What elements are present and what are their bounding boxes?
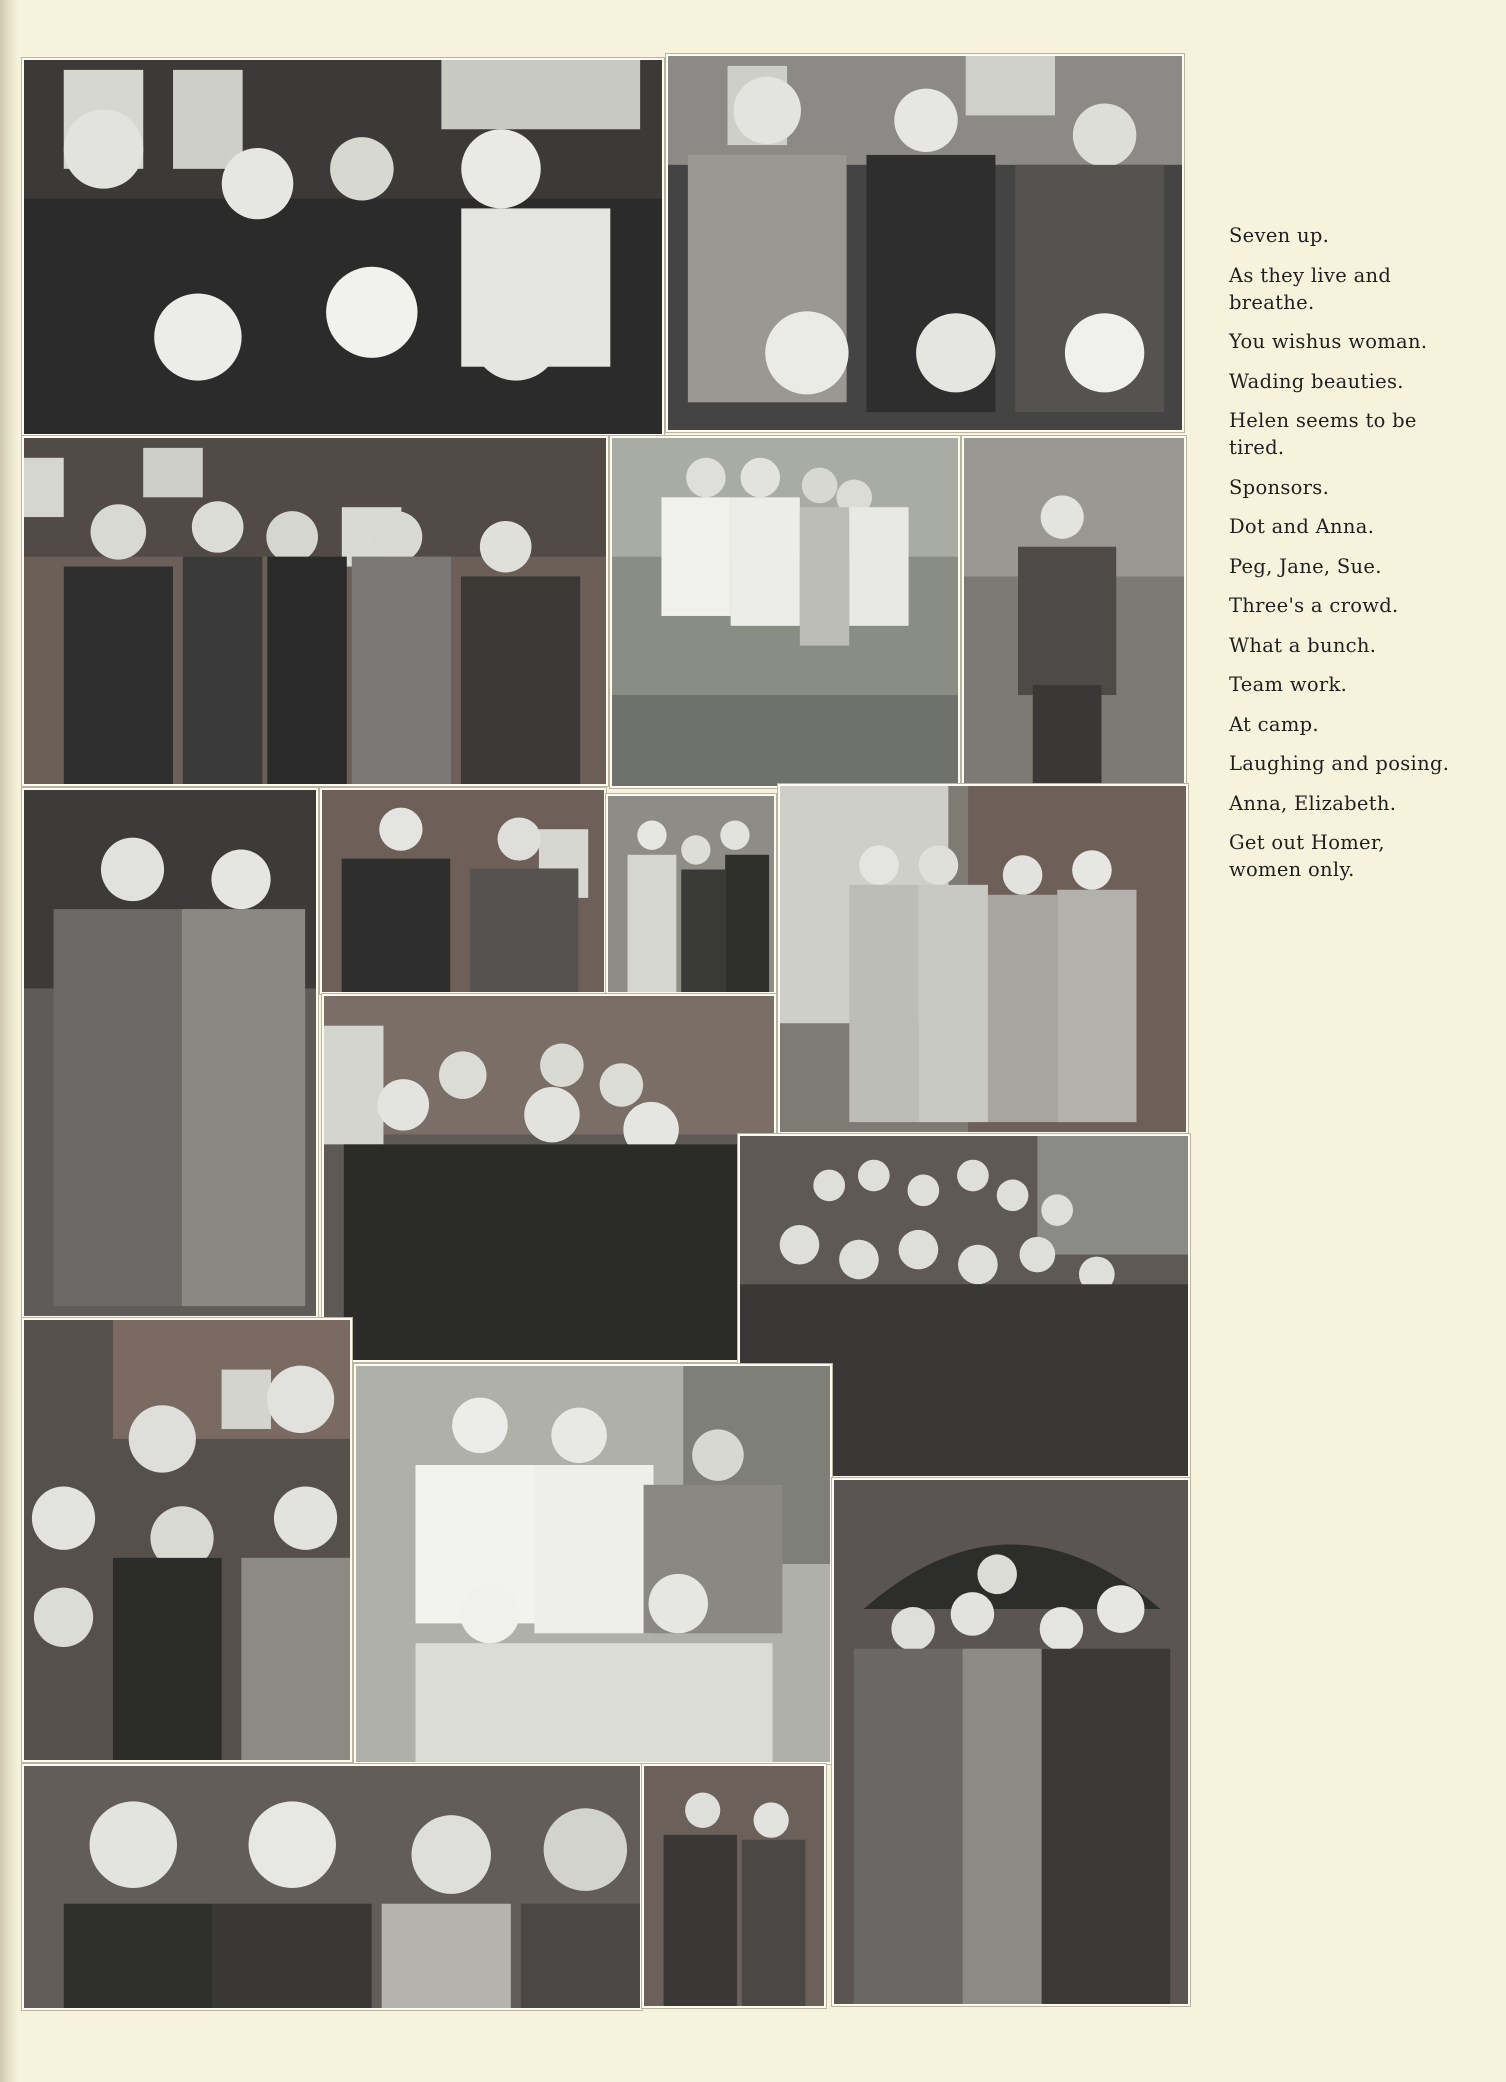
caption-item: Anna, Elizabeth. — [1229, 791, 1397, 815]
photo-anna-elizabeth — [642, 1764, 826, 2008]
photo-threes-a-crowd — [322, 994, 776, 1362]
caption-item: Laughing and posing. — [1229, 752, 1450, 775]
caption-list — [1229, 222, 1459, 896]
photo-get-out-homer — [832, 1478, 1190, 2006]
photo-laughing-and-posing — [22, 1764, 642, 2010]
photo-coated-girls — [666, 54, 1184, 432]
caption-item: Get out Homer, women only. — [1229, 831, 1385, 881]
page-binding-edge — [0, 0, 18, 2082]
photo-helen-tired — [962, 436, 1186, 786]
caption-item: At camp. — [1229, 712, 1319, 736]
caption-item: Dot and Anna. — [1229, 515, 1375, 538]
caption-item: Team work. — [1229, 673, 1348, 696]
photo-sponsors — [22, 788, 318, 1318]
caption-item: Peg, Jane, Sue. — [1229, 554, 1382, 578]
photo-wading-beauties — [610, 436, 960, 788]
photo-at-camp — [354, 1364, 832, 1764]
caption-item: What a bunch. — [1229, 633, 1377, 657]
caption-item: As they live and breathe. — [1229, 263, 1392, 314]
caption-item: Wading beauties. — [1229, 369, 1404, 393]
caption-item: Sponsors. — [1229, 475, 1330, 499]
photo-four-girls-books — [778, 784, 1188, 1134]
photo-seven-girls — [22, 58, 664, 436]
caption-item: Seven up. — [1229, 224, 1330, 247]
photo-dot-and-anna — [320, 788, 606, 994]
photo-peg-jane-sue — [606, 794, 776, 994]
photo-five-girls-brick — [22, 436, 608, 786]
caption-item: Three's a crowd. — [1229, 594, 1399, 617]
photo-team-work — [22, 1318, 352, 1762]
caption-item: You wishus woman. — [1229, 330, 1428, 353]
caption-item: Helen seems to be tired. — [1229, 409, 1417, 459]
